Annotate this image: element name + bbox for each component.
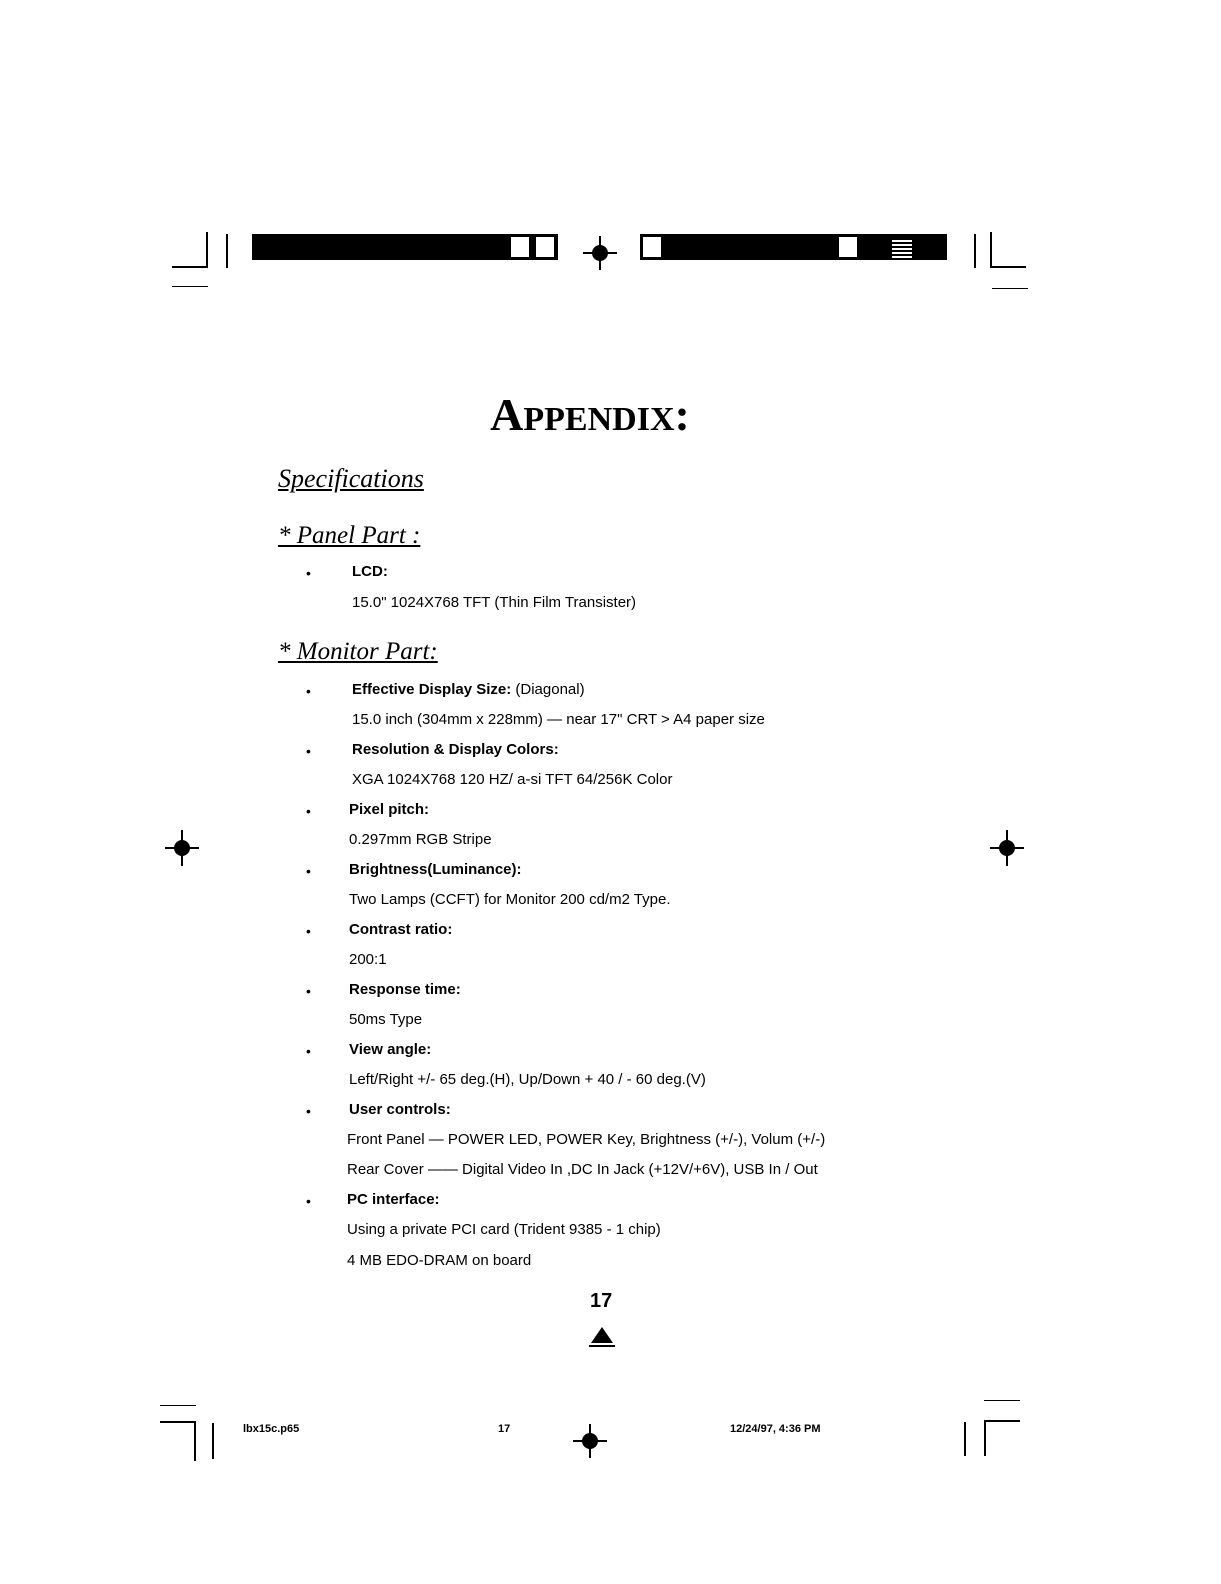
crop-mark-bottom-right <box>964 1400 1024 1458</box>
registration-box <box>640 234 664 260</box>
registration-box <box>836 234 860 260</box>
panel-part-heading: * Panel Part : <box>278 522 421 549</box>
spec-label-user-controls: User controls: <box>349 1101 451 1118</box>
registration-tick <box>226 234 228 268</box>
spec-value-contrast: 200:1 <box>349 951 387 968</box>
bullet-icon: • <box>306 683 311 699</box>
footer-timestamp: 12/24/97, 4:36 PM <box>730 1423 821 1435</box>
bullet-icon: • <box>306 743 311 759</box>
crosshair-target-icon <box>990 830 1024 866</box>
spec-label-pc-interface: PC interface: <box>347 1191 440 1208</box>
spec-value-user-controls-front: Front Panel — POWER LED, POWER Key, Brightness (+/-), Volum (+/-) <box>347 1131 826 1148</box>
spec-value-response-time: 50ms Type <box>349 1011 423 1028</box>
bullet-icon: • <box>306 863 311 879</box>
spec-label-pixel-pitch: Pixel pitch: <box>349 801 430 818</box>
bullet-icon: • <box>306 1193 311 1209</box>
crop-mark-bottom-left <box>160 1405 220 1463</box>
crop-mark-top-right <box>990 232 1030 292</box>
crosshair-target-icon <box>573 1424 607 1458</box>
bullet-icon: • <box>306 1043 311 1059</box>
spec-label-lcd: LCD: <box>352 563 388 580</box>
registration-box <box>508 234 532 260</box>
monitor-part-heading: * Monitor Part: <box>278 638 438 665</box>
crop-mark-top-left <box>172 232 212 292</box>
bullet-icon: • <box>306 983 311 999</box>
spec-value-lcd: 15.0" 1024X768 TFT (Thin Film Transister) <box>352 594 637 611</box>
footer-page: 17 <box>498 1423 511 1435</box>
spec-value-pixel-pitch: 0.297mm RGB Stripe <box>349 831 492 848</box>
page-number: 17 <box>590 1290 613 1312</box>
bullet-icon: • <box>306 803 311 819</box>
spec-value-view-angle: Left/Right +/- 65 deg.(H), Up/Down + 40 / - 60 deg.(V) <box>349 1071 706 1088</box>
spec-label-display-size: Effective Display Size: (Diagonal) <box>352 681 585 698</box>
spec-label-view-angle: View angle: <box>349 1041 432 1058</box>
registration-tick <box>974 234 976 268</box>
footer-filename: lbx15c.p65 <box>243 1423 300 1435</box>
spec-value-user-controls-rear: Rear Cover —— Digital Video In ,DC In Jack (+12V/+6V), USB In / Out <box>347 1161 818 1178</box>
bullet-icon: • <box>306 923 311 939</box>
crosshair-target-icon <box>165 830 199 866</box>
triangle-marker-icon <box>589 1325 615 1347</box>
bullet-icon: • <box>306 565 311 581</box>
page-title: APPENDIX: <box>490 389 690 440</box>
spec-value-resolution: XGA 1024X768 120 HZ/ a-si TFT 64/256K Color <box>352 771 673 788</box>
registration-pattern <box>892 238 912 258</box>
spec-label-resolution: Resolution & Display Colors: <box>352 741 559 758</box>
spec-value-pc-interface-memory: 4 MB EDO-DRAM on board <box>347 1252 532 1269</box>
specifications-heading: Specifications <box>278 464 424 493</box>
spec-label-response-time: Response time: <box>349 981 461 998</box>
crosshair-target-icon <box>583 236 617 270</box>
registration-box <box>533 234 557 260</box>
spec-value-display-size: 15.0 inch (304mm x 228mm) — near 17" CRT > A4 paper size <box>352 711 765 728</box>
spec-label-contrast: Contrast ratio: <box>349 921 453 938</box>
spec-value-pc-interface-card: Using a private PCI card (Trident 9385 - 1 chip) <box>347 1221 661 1238</box>
spec-value-brightness: Two Lamps (CCFT) for Monitor 200 cd/m2 Type. <box>349 891 671 908</box>
spec-label-brightness: Brightness(Luminance): <box>349 861 522 878</box>
bullet-icon: • <box>306 1103 311 1119</box>
